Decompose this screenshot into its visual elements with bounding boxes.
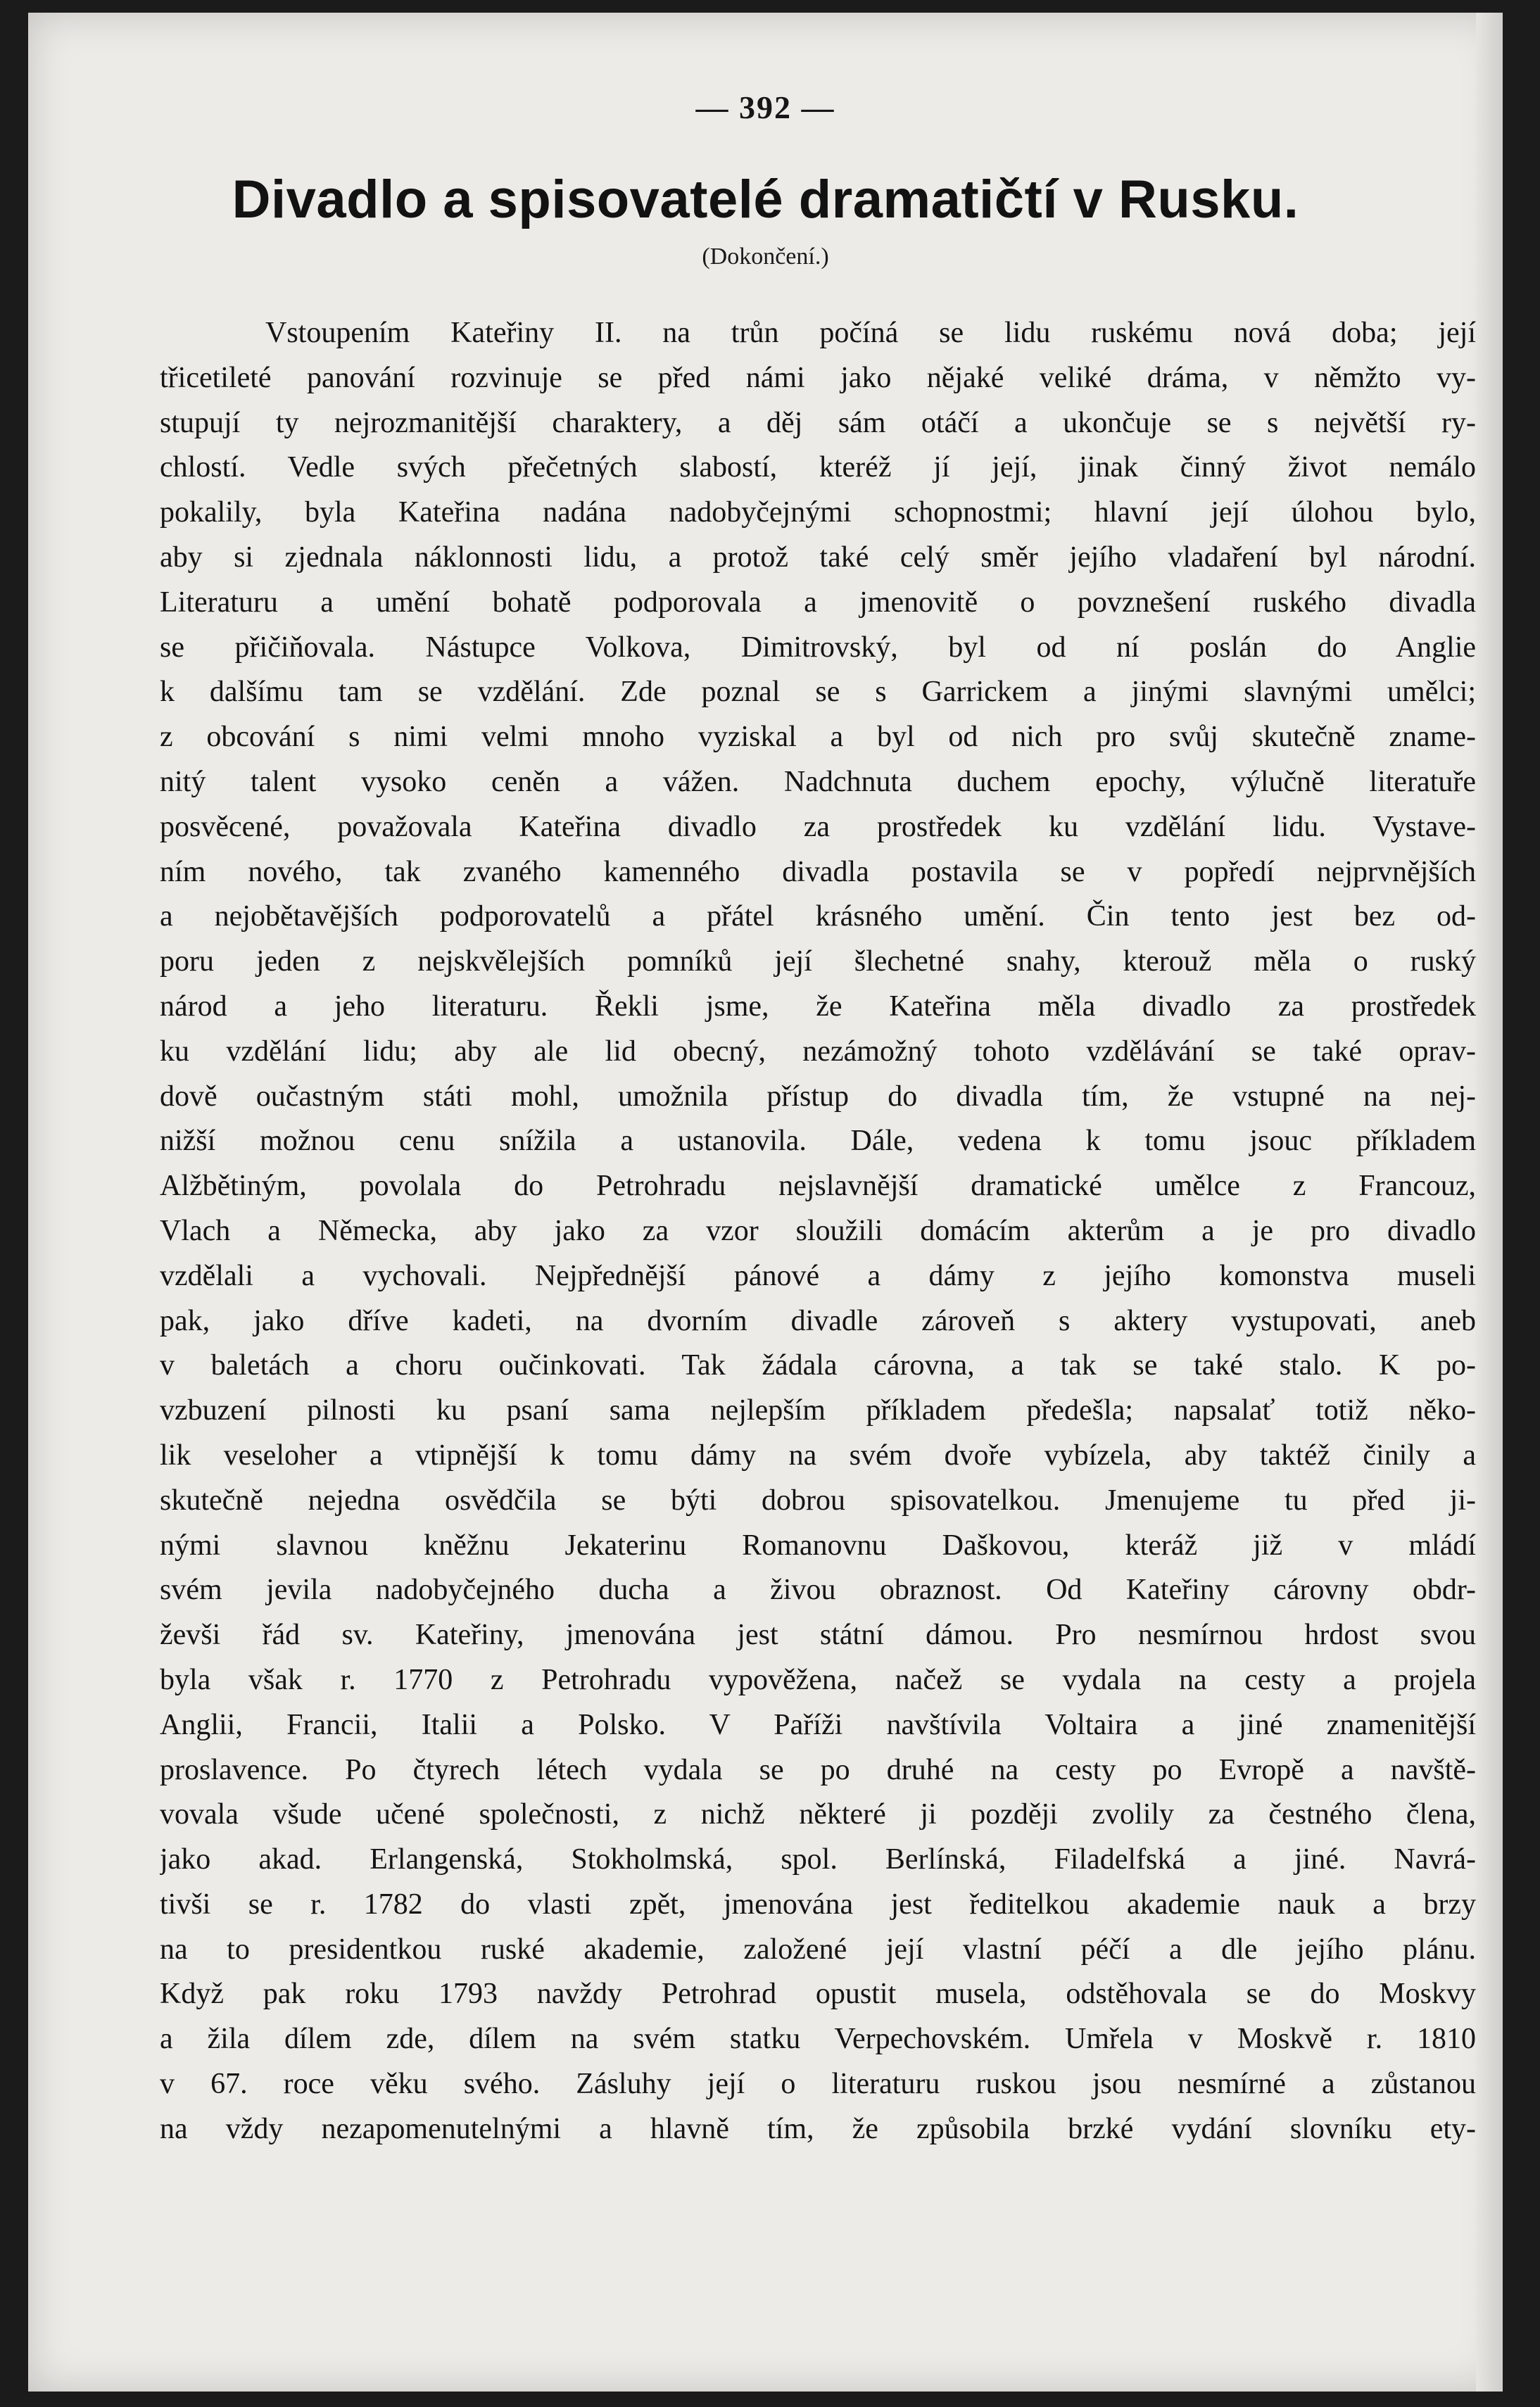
text-line: na vždy nezapomenutelnými a hlavně tím, že způsobila brzké vydání slovníku ety- xyxy=(160,2112,1476,2145)
text-line: nými slavnou kněžnu Jekaterinu Romanovnu Daškovou, kteráž již v mládí xyxy=(160,1529,1476,1562)
book-page xyxy=(28,13,1503,2392)
text-line: v 67. roce věku svého. Zásluhy její o literaturu ruskou jsou nesmírné a zůstanou xyxy=(160,2068,1476,2101)
text-line: třicetileté panování rozvinuje se před námi jako nějaké veliké dráma, v němžto vy- xyxy=(160,361,1476,394)
text-line: z obcování s nimi velmi mnoho vyziskal a byl od nich pro svůj skutečně zname- xyxy=(160,721,1476,754)
text-line: jako akad. Erlangenská, Stokholmská, spol. Berlínská, Filadelfská a jiné. Navrá- xyxy=(160,1843,1476,1876)
text-line: v baletách a choru oučinkovati. Tak žádala cárovna, a tak se také stalo. K po- xyxy=(160,1349,1476,1382)
text-line: nitý talent vysoko ceněn a vážen. Nadchnuta duchem epochy, výlučně literatuře xyxy=(160,765,1476,798)
text-line: vovala všude učené společnosti, z nichž některé ji později zvolily za čestného člena, xyxy=(160,1798,1476,1831)
text-line: pokalily, byla Kateřina nadána nadobyčejnými schopnostmi; hlavní její úlohou bylo, xyxy=(160,496,1476,529)
page-edge-shadow xyxy=(1476,13,1503,2392)
text-line: skutečně nejedna osvědčila se býti dobrou spisovatelkou. Jmenujeme tu před ji- xyxy=(160,1484,1476,1517)
text-line: na to presidentkou ruské akademie, založené její vlastní péčí a dle jejího plánu. xyxy=(160,1933,1476,1966)
text-line: posvěcené, považovala Kateřina divadlo za prostředek ku vzdělání lidu. Vystave- xyxy=(160,810,1476,843)
text-line: stupují ty nejrozmanitější charaktery, a děj sám otáčí a ukončuje se s největší ry- xyxy=(160,406,1476,439)
text-line: ním nového, tak zvaného kamenného divadla postavila se v popředí nejprvnějších xyxy=(160,855,1476,888)
text-line: chlostí. Vedle svých přečetných slabostí, kteréž jí její, jinak činný život nemálo xyxy=(160,451,1476,484)
text-line: Když pak roku 1793 navždy Petrohrad opustit musela, odstěhovala se do Moskvy xyxy=(160,1978,1476,2011)
text-line: aby si zjednala náklonnosti lidu, a protož také celý směr jejího vladaření byl národní. xyxy=(160,541,1476,574)
text-line: ževši řád sv. Kateřiny, jmenována jest státní dámou. Pro nesmírnou hrdost svou xyxy=(160,1619,1476,1652)
text-line: ku vzdělání lidu; aby ale lid obecný, nezámožný tohoto vzdělávání se také oprav- xyxy=(160,1035,1476,1068)
page-number: — 392 — xyxy=(695,89,835,125)
text-line: a žila dílem zde, dílem na svém statku Verpechovském. Umřela v Moskvě r. 1810 xyxy=(160,2023,1476,2056)
text-line: Anglii, Francii, Italii a Polsko. V Paříži navštívila Voltaira a jiné znamenitější xyxy=(160,1708,1476,1741)
text-line: poru jeden z nejskvělejších pomníků její šlechetné snahy, kterouž měla o ruský xyxy=(160,945,1476,978)
text-line: k dalšímu tam se vzdělání. Zde poznal se s Garrickem a jinými slavnými umělci; xyxy=(160,676,1476,709)
text-line: svém jevila nadobyčejného ducha a živou obraznost. Od Kateřiny cárovny obdr- xyxy=(160,1574,1476,1607)
text-line: národ a jeho literaturu. Řekli jsme, že Kateřina měla divadlo za prostředek xyxy=(160,990,1476,1023)
article-subtitle: (Dokončení.) xyxy=(702,244,829,270)
text-line: lik veseloher a vtipnější k tomu dámy na svém dvoře vybízela, aby taktéž činily a xyxy=(160,1439,1476,1472)
text-line: Vstoupením Kateřiny II. na trůn počíná se lidu ruskému nová doba; její xyxy=(265,317,1476,349)
text-line: Literaturu a umění bohatě podporovala a jmenovitě o povznešení ruského divadla xyxy=(160,586,1476,619)
text-line: byla však r. 1770 z Petrohradu vypověžena, načež se vydala na cesty a projela xyxy=(160,1663,1476,1696)
text-line: vzdělali a vychovali. Nejpřednější pánové a dámy z jejího komonstva museli xyxy=(160,1259,1476,1292)
text-line: dově oučastným státi mohl, umožnila přístup do divadla tím, že vstupné na nej- xyxy=(160,1080,1476,1113)
text-line: vzbuzení pilnosti ku psaní sama nejlepším příkladem předešla; napsalať totiž něko- xyxy=(160,1394,1476,1427)
text-line: proslavence. Po čtyrech létech vydala se po druhé na cesty po Evropě a navště- xyxy=(160,1753,1476,1786)
article-body xyxy=(160,311,1476,2152)
text-line: se přičiňovala. Nástupce Volkova, Dimitrovský, byl od ní poslán do Anglie xyxy=(160,631,1476,664)
text-line: tivši se r. 1782 do vlasti zpět, jmenována jest ředitelkou akademie nauk a brzy xyxy=(160,1888,1476,1921)
text-line: pak, jako dříve kadeti, na dvorním divadle zároveň s aktery vystupovati, aneb xyxy=(160,1304,1476,1337)
text-line: Vlach a Německa, aby jako za vzor sloužili domácím akterům a je pro divadlo xyxy=(160,1214,1476,1247)
text-line: nižší možnou cenu snížila a ustanovila. Dále, vedena k tomu jsouc příkladem xyxy=(160,1125,1476,1158)
text-line: a nejobětavějších podporovatelů a přátel krásného umění. Čin tento jest bez od- xyxy=(160,900,1476,933)
article-title: Divadlo a spisovatelé dramatičtí v Rusku. xyxy=(232,170,1299,229)
text-line: Alžbětiným, povolala do Petrohradu nejslavnější dramatické umělce z Francouz, xyxy=(160,1170,1476,1203)
